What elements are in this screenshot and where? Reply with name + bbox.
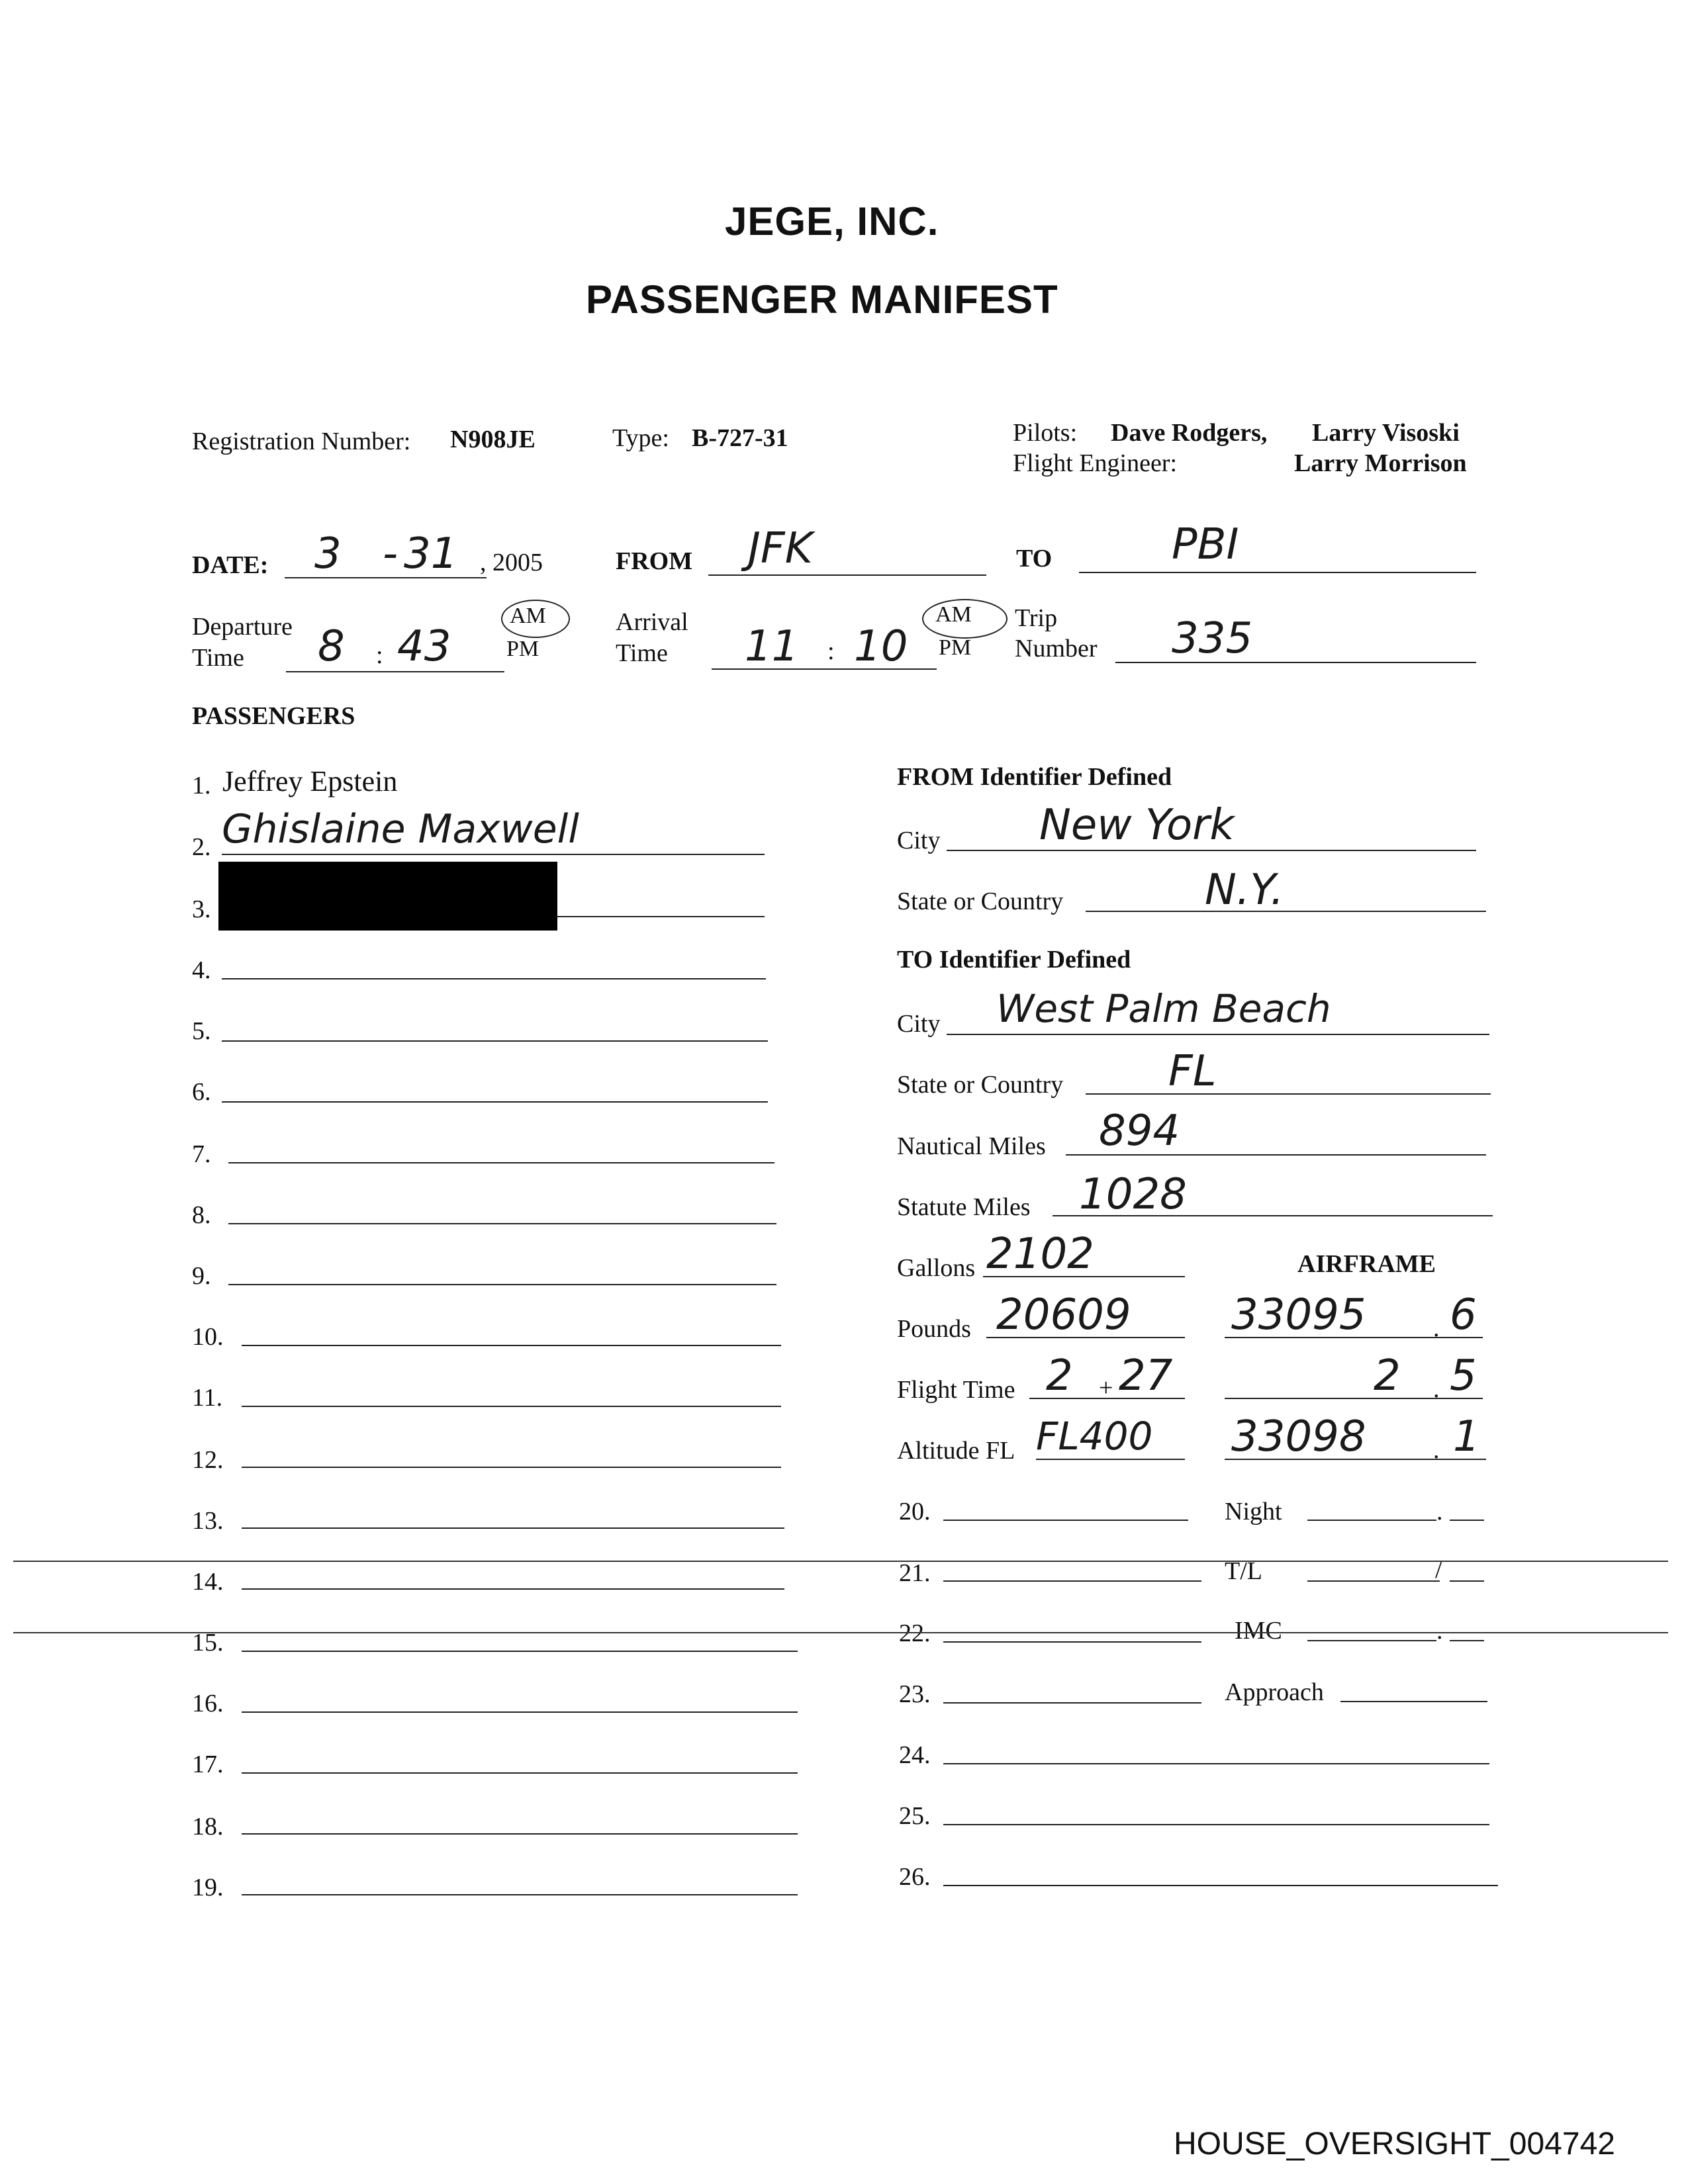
flight-time-sep: + [1099, 1374, 1113, 1402]
from-identifier-heading: FROM Identifier Defined [897, 763, 1172, 791]
passenger-line [242, 1406, 781, 1407]
date-day: 31 [404, 529, 458, 578]
type-value: B-727-31 [692, 424, 788, 452]
row-23-line [943, 1702, 1201, 1704]
to-value: PBI [1172, 520, 1239, 569]
gallons-value: 2102 [986, 1230, 1094, 1279]
from-line [708, 574, 986, 576]
row-24-line [943, 1763, 1489, 1764]
departure-am: AM [510, 604, 546, 628]
date-year: , 2005 [480, 549, 543, 576]
row-number-23: 23. [899, 1680, 931, 1708]
from-city-line [947, 850, 1476, 851]
passenger-line [242, 1345, 781, 1346]
passenger-number: 17. [192, 1751, 224, 1778]
row-number-24: 24. [899, 1741, 931, 1769]
tl-line-2 [1450, 1580, 1484, 1582]
trip-line [1115, 662, 1476, 663]
to-city-line [947, 1034, 1489, 1035]
night-line-1 [1307, 1520, 1436, 1521]
passenger-number: 4. [192, 956, 211, 984]
departure-label-2: Time [192, 644, 244, 672]
passenger-line [242, 1651, 798, 1652]
airframe-2-decimal: 5 [1450, 1351, 1477, 1400]
departure-pm: PM [506, 637, 539, 661]
imc-line-1 [1307, 1640, 1436, 1641]
approach-line [1340, 1701, 1487, 1702]
from-state-value: N.Y. [1205, 866, 1284, 915]
night-label: Night [1225, 1498, 1282, 1525]
airframe-3-decimal: 1 [1453, 1412, 1480, 1461]
passenger-number: 7. [192, 1140, 211, 1168]
airframe-heading: AIRFRAME [1297, 1250, 1436, 1278]
passenger-line [242, 1894, 798, 1895]
from-city-value: New York [1039, 801, 1235, 850]
scan-line-2 [13, 1632, 1668, 1633]
imc-dot: . [1436, 1617, 1443, 1645]
passenger-number: 18. [192, 1813, 224, 1841]
row-21-line [943, 1580, 1201, 1582]
date-month: 3 [314, 529, 342, 578]
arrival-label-1: Arrival [616, 608, 688, 636]
departure-colon: : [376, 641, 383, 669]
passenger-line [228, 1223, 776, 1224]
passenger-line [242, 1772, 798, 1774]
to-state-value: FL [1168, 1047, 1217, 1096]
tl-slash: / [1435, 1556, 1442, 1584]
to-label: TO [1016, 545, 1053, 572]
passenger-line [242, 1711, 798, 1713]
altitude-value: FL400 [1036, 1414, 1153, 1459]
approach-label: Approach [1225, 1678, 1324, 1706]
imc-label: IMC [1235, 1617, 1282, 1645]
passenger-number: 13. [192, 1507, 224, 1535]
arrival-hour: 11 [745, 622, 799, 671]
pounds-value: 20609 [996, 1291, 1131, 1340]
arrival-minute: 10 [854, 622, 908, 671]
pilot-2: Larry Visoski [1312, 419, 1460, 447]
passenger-number: 8. [192, 1201, 211, 1229]
passenger-number: 11. [192, 1384, 223, 1412]
arrival-colon: : [827, 637, 835, 665]
pilots-label: Pilots: [1013, 419, 1078, 447]
departure-label-1: Departure [192, 613, 293, 641]
company-name: JEGE, INC. [725, 199, 939, 244]
gallons-label: Gallons [897, 1254, 976, 1282]
airframe-2-line [1225, 1398, 1483, 1399]
trip-number: 335 [1172, 614, 1253, 663]
to-city-value: West Palm Beach [996, 986, 1331, 1031]
airframe-2-value: 2 [1374, 1351, 1401, 1400]
from-state-line [1086, 911, 1486, 912]
passenger-number: 5. [192, 1017, 211, 1045]
passenger-number: 15. [192, 1629, 224, 1657]
nautical-miles-value: 894 [1099, 1107, 1180, 1156]
airframe-1-value: 33095 [1231, 1291, 1366, 1340]
registration-label: Registration Number: [192, 428, 411, 455]
tl-line-1 [1307, 1580, 1440, 1582]
row-20-line [943, 1520, 1188, 1521]
flight-time-label: Flight Time [897, 1376, 1015, 1404]
flight-time-minutes: 27 [1119, 1351, 1173, 1400]
departure-hour: 8 [318, 622, 345, 671]
trip-label-2: Number [1015, 635, 1098, 662]
passenger-line [242, 1588, 784, 1590]
airframe-3-dot: . [1433, 1436, 1440, 1464]
airframe-2-dot: . [1433, 1375, 1440, 1403]
row-25-line [943, 1824, 1489, 1825]
altitude-label: Altitude FL [897, 1437, 1015, 1465]
statute-miles-label: Statute Miles [897, 1193, 1031, 1221]
row-26-line [943, 1885, 1498, 1886]
passenger-name: Jeffrey Epstein [222, 765, 398, 797]
passenger-number: 6. [192, 1078, 211, 1106]
nautical-miles-label: Nautical Miles [897, 1132, 1046, 1160]
passenger-number: 14. [192, 1568, 224, 1596]
statute-miles-value: 1028 [1079, 1170, 1187, 1219]
passenger-number: 1. [192, 772, 211, 799]
from-state-label: State or Country [897, 887, 1064, 915]
redaction-box [218, 862, 557, 931]
to-line [1079, 572, 1476, 573]
row-number-26: 26. [899, 1863, 931, 1891]
passenger-number: 12. [192, 1446, 224, 1474]
departure-line [286, 671, 504, 672]
from-label: FROM [616, 547, 693, 575]
airframe-1-dot: . [1433, 1314, 1440, 1342]
type-label: Type: [612, 424, 669, 452]
from-city-label: City [897, 827, 941, 854]
passenger-number: 3. [192, 895, 211, 923]
arrival-am: AM [935, 602, 972, 627]
passenger-number: 2. [192, 833, 211, 861]
passenger-line [222, 854, 765, 855]
pilot-1: Dave Rodgers, [1111, 419, 1268, 447]
departure-minute: 43 [397, 622, 451, 671]
passenger-line [242, 1527, 784, 1529]
row-number-21: 21. [899, 1559, 931, 1587]
to-state-label: State or Country [897, 1071, 1064, 1099]
night-line-2 [1450, 1520, 1484, 1521]
bates-number: HOUSE_OVERSIGHT_004742 [1174, 2126, 1615, 2161]
date-label: DATE: [192, 551, 269, 579]
passenger-number: 9. [192, 1262, 211, 1290]
row-number-25: 25. [899, 1802, 931, 1830]
scan-line-1 [13, 1561, 1668, 1562]
arrival-label-2: Time [616, 639, 668, 667]
night-dot: . [1436, 1498, 1443, 1525]
to-state-line [1086, 1093, 1491, 1095]
row-number-22: 22. [899, 1619, 931, 1647]
airframe-3-value: 33098 [1231, 1412, 1366, 1461]
altitude-line [1036, 1459, 1185, 1460]
page-title: PASSENGER MANIFEST [586, 277, 1058, 322]
trip-label-1: Trip [1015, 604, 1058, 632]
airframe-1-decimal: 6 [1450, 1291, 1477, 1340]
passenger-number: 19. [192, 1874, 224, 1901]
to-identifier-heading: TO Identifier Defined [897, 946, 1131, 974]
passenger-line [222, 1040, 768, 1042]
flight-engineer-label: Flight Engineer: [1013, 449, 1178, 477]
imc-line-2 [1450, 1640, 1484, 1641]
to-city-label: City [897, 1010, 941, 1038]
row-number-20: 20. [899, 1498, 931, 1525]
passenger-line [228, 1284, 776, 1285]
passenger-line [228, 1162, 774, 1163]
passenger-line [242, 1467, 781, 1468]
passenger-line [222, 1101, 768, 1103]
pounds-label: Pounds [897, 1315, 971, 1343]
date-sep: - [383, 529, 399, 578]
registration-value: N908JE [450, 426, 536, 453]
row-22-line [943, 1641, 1201, 1643]
passenger-number: 16. [192, 1690, 224, 1717]
passenger-number: 10. [192, 1323, 224, 1351]
passenger-name: Ghislaine Maxwell [222, 806, 579, 852]
from-value: JFK [748, 524, 813, 573]
passenger-line [222, 978, 766, 979]
flight-time-hours: 2 [1046, 1351, 1073, 1400]
passengers-heading: PASSENGERS [192, 702, 355, 730]
tl-label: T/L [1225, 1557, 1262, 1585]
flight-engineer-value: Larry Morrison [1294, 449, 1467, 477]
arrival-pm: PM [939, 635, 972, 660]
passenger-line [242, 1833, 798, 1835]
